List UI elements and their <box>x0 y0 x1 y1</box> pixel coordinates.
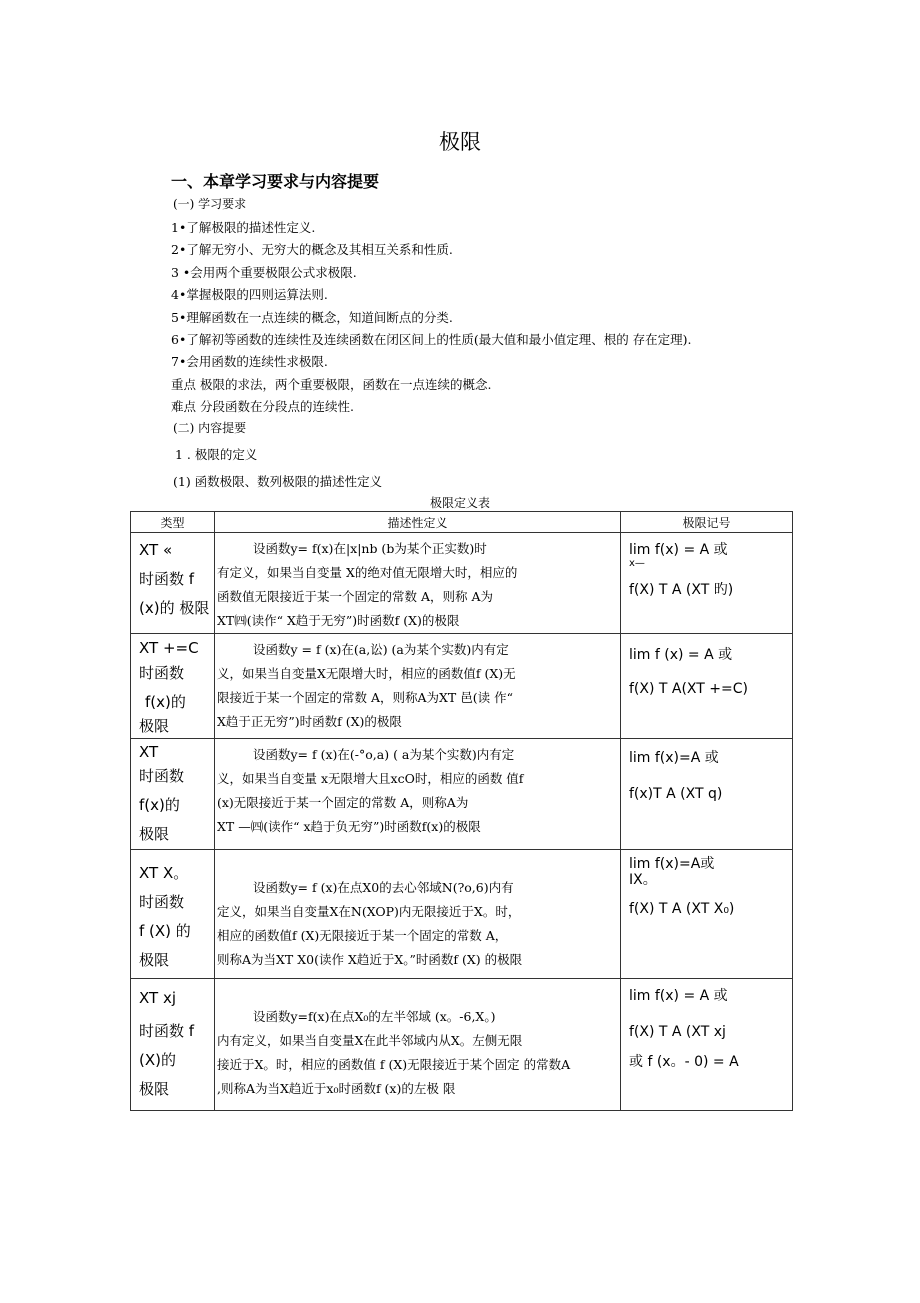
type-cell: XT X。 时函数 f (X) 的 极限 <box>131 850 215 979</box>
description-cell: 设函数y = f (x)在(a,讼) (a为某个实数)内有定 义，如果当自变量X无限增大时，相应的函数值f (X)无 限接近于某一个固定的常数 A，则称A为XT 邑(读 作“ X趋于正无穷”)时函数f (X)的极限 <box>215 634 621 739</box>
table-caption: 极限定义表 <box>429 496 490 510</box>
table-header-row <box>131 512 793 533</box>
table-row <box>131 850 793 979</box>
type-cell: XT +=C 时函数 f(x)的 极限 <box>131 634 215 739</box>
requirement-item: 4•掌握极限的四则运算法则. <box>171 287 328 302</box>
table-row <box>131 634 793 739</box>
topic-subheading: (1) 函数极限、数列极限的描述性定义 <box>173 474 383 489</box>
requirement-item: 2•了解无穷小、无穷大的概念及其相互关系和性质. <box>171 242 453 257</box>
description-cell: 设函数y= f(x)在|x|nb (b为某个正实数)时 有定义，如果当自变量 X的绝对值无限增大时，相应的 函数值无限接近于某一个固定的常数 A，则称 A为 XT㈣(读作“ X趋于无穷”)时函数f (X)的极限 <box>215 533 621 634</box>
subsection-heading: (二) 内容提要 <box>173 421 247 435</box>
notation-cell: lim f(x) = A 或 x— f(X) T A (XT 旳) <box>621 533 793 634</box>
requirement-item: 3 •会用两个重要极限公式求极限. <box>171 265 357 280</box>
requirement-item: 5•理解函数在一点连续的概念，知道间断点的分类. <box>171 310 453 325</box>
type-cell: XT 时函数 f(x)的 极限 <box>131 739 215 850</box>
notation-cell: lim f(x)=A 或 f(x)T A (XT q) <box>621 739 793 850</box>
section-heading: 一、本章学习要求与内容提要 <box>171 172 380 191</box>
type-cell: XT « 时函数 f (x)的 极限 <box>131 533 215 634</box>
header-type: 类型 <box>131 512 215 533</box>
notation-cell: lim f(x) = A 或 f(X) T A (XT xj 或 f (x。- 0) = A <box>621 979 793 1111</box>
table-row <box>131 739 793 850</box>
limit-definition-table <box>130 511 793 1111</box>
requirement-item: 7•会用函数的连续性求极限. <box>171 354 328 369</box>
requirement-item: 1•了解极限的描述性定义. <box>171 220 316 235</box>
header-notation: 极限记号 <box>621 512 793 533</box>
header-description: 描述性定义 <box>215 512 621 533</box>
page-title: 极限 <box>439 130 481 154</box>
type-cell: XT xj 时函数 f (X)的 极限 <box>131 979 215 1111</box>
description-cell: 设函数y= f (x)在(-°o,a) ( a为某个实数)内有定 义，如果当自变量 x无限增大且xcO时，相应的函数 值f (x)无限接近于某一个固定的常数 A，则称A为 XT —㈣(读作“ x趋于负无穷”)时函数f(x)的极限 <box>215 739 621 850</box>
key-points: 重点 极限的求法，两个重要极限，函数在一点连续的概念. <box>171 377 492 392</box>
difficult-points: 难点 分段函数在分段点的连续性. <box>171 399 354 414</box>
description-cell: 设函数y= f (x)在点X0的去心邻域N(?o,6)内有 定义，如果当自变量X在N(XOP)内无限接近于X。时， 相应的函数值f (X)无限接近于某一个固定的常数 A， 则称A为当XT X0(读作 X趋近于X。”时函数f (X) 的极限 <box>215 850 621 979</box>
topic-heading: 1 . 极限的定义 <box>175 447 258 462</box>
notation-cell: lim f(x)=A或 IX。 f(X) T A (XT X₀) <box>621 850 793 979</box>
requirement-item: 6•了解初等函数的连续性及连续函数在闭区间上的性质(最大值和最小值定理、根的 存在定理). <box>171 332 692 347</box>
notation-cell: lim f (x) = A 或 f(X) T A(XT +=C) <box>621 634 793 739</box>
table-row <box>131 979 793 1111</box>
description-cell: 设函数y=f(x)在点X₀的左半邻域 (x。-6,X。) 内有定义，如果当自变量X在此半邻域内从X。左侧无限 接近于X。时，相应的函数值 f (X)无限接近于某个固定 的常数A ,则称A为当X趋近于x₀时函数f (x)的左极 限 <box>215 979 621 1111</box>
table-row <box>131 533 793 634</box>
subsection-heading: (一) 学习要求 <box>173 197 247 211</box>
